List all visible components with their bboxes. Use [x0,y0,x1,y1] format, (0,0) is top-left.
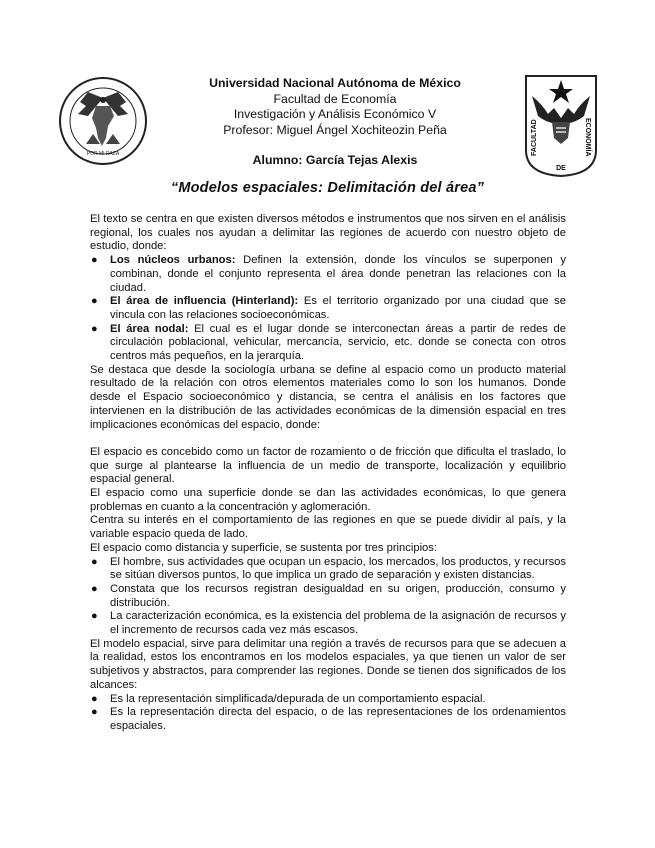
svg-text:ECONOMÍA: ECONOMÍA [584,118,591,157]
paragraph: El espacio es concebido como un factor de rozamiento o de fricción que dificulta el traslado, lo que surge al plantearse la influencia de un medio de transporte, localización y equilibrio espacial general. [90,445,566,486]
facultad-de-economia-seal-icon [522,74,600,178]
paragraph: Se destaca que desde la sociología urbana se define al espacio como un producto material resultado de la relación con otros elementos materiales como lo son los humanos. Donde desde el Espacio socioeconómico y distancia, se centra el análisis en los factores que intervienen en la distribución de las actividades económicas de la dimensión espacial en tres implicaciones económicas del espacio, donde: [90,363,566,431]
principles-list [90,556,566,638]
list-item: ● Es la representación simplificada/depurada de un comportamiento espacial. [91,692,486,705]
list-item: ● Es la representación directa del espacio, o de las representaciones de los ordenamientos espaciales. [91,706,566,732]
urban-areas-list [90,254,566,364]
list-item: ● Los núcleos urbanos: Definen la extensión, donde los vínculos se superponen y combinan, donde el conjunto representa el área donde penetran las relaciones con la ciudad. [91,254,566,294]
paragraph: Centra su interés en el comportamiento de las regiones en que se puede dividir al país, y la variable espacio queda de lado. [90,514,566,541]
unam-seal-icon [58,76,148,166]
list-item: ● El área nodal: El cual es el lugar donde se interconectan áreas a partir de redes de circulación poblacional, vehicular, mercancía, servicio, etc. donde se conecta con otros centros más pequeños, en la jerarquía. [91,322,566,363]
university-name: Universidad Nacional Autónoma de México [209,76,461,90]
document-title: “Modelos espaciales: Delimitación del área” [170,180,485,196]
list-item: ● El hombre, sus actividades que ocupan un espacio, los mercados, los productos, y recursos se sitúan diversos puntos, lo que implica un grado de separación y existen distancias. [91,555,566,582]
list-item: ● El área de influencia (Hinterland): Es el territorio organizado por una ciudad que se vincula con las relaciones socioeconómicas. [91,295,566,321]
student-name: Alumno: García Tejas Alexis [252,153,418,167]
course-name: Investigación y Análisis Económico V [233,107,437,121]
svg-text:POR MI RAZA: POR MI RAZA [86,151,120,157]
intro-paragraph: El texto se centra en que existen diversos métodos e instrumentos que nos sirven en el análisis regional, los cuales nos ayudan a delimitar las regiones de acuerdo con nuestro objeto de estudio, donde: [90,213,566,253]
list-item: ● Constata que los recursos registran desigualdad en su origen, producción, consumo y distribución. [91,582,566,609]
document-header [150,76,520,169]
paragraph: El modelo espacial, sirve para delimitar una región a través de recursos para que se adecuen a la realidad, estos los encontramos en los modelos espaciales, ya que tienen un valor de ser subjetivos y abstractos, para comprender las regiones. Donde se tienen dos significados de los alcances: [90,637,566,691]
faculty-name: Facultad de Economía [273,91,397,106]
scope-list [90,693,566,734]
paragraph: El espacio como una superficie donde se dan las actividades económicas, lo que genera problemas en cuanto a la concentración y aglomeración. [90,487,566,513]
professor-name: Profesor: Miguel Ángel Xochiteozin Peña [223,122,447,137]
svg-text:DE: DE [556,165,566,172]
svg-text:FACULTAD: FACULTAD [531,119,538,156]
document-body [90,213,566,734]
list-item: ● La caracterización económica, es la existencia del problema de la asignación de recursos y el incremento de recursos cada vez más escasos. [91,610,566,637]
paragraph: El espacio como distancia y superficie, se sustenta por tres principios: [90,541,437,554]
